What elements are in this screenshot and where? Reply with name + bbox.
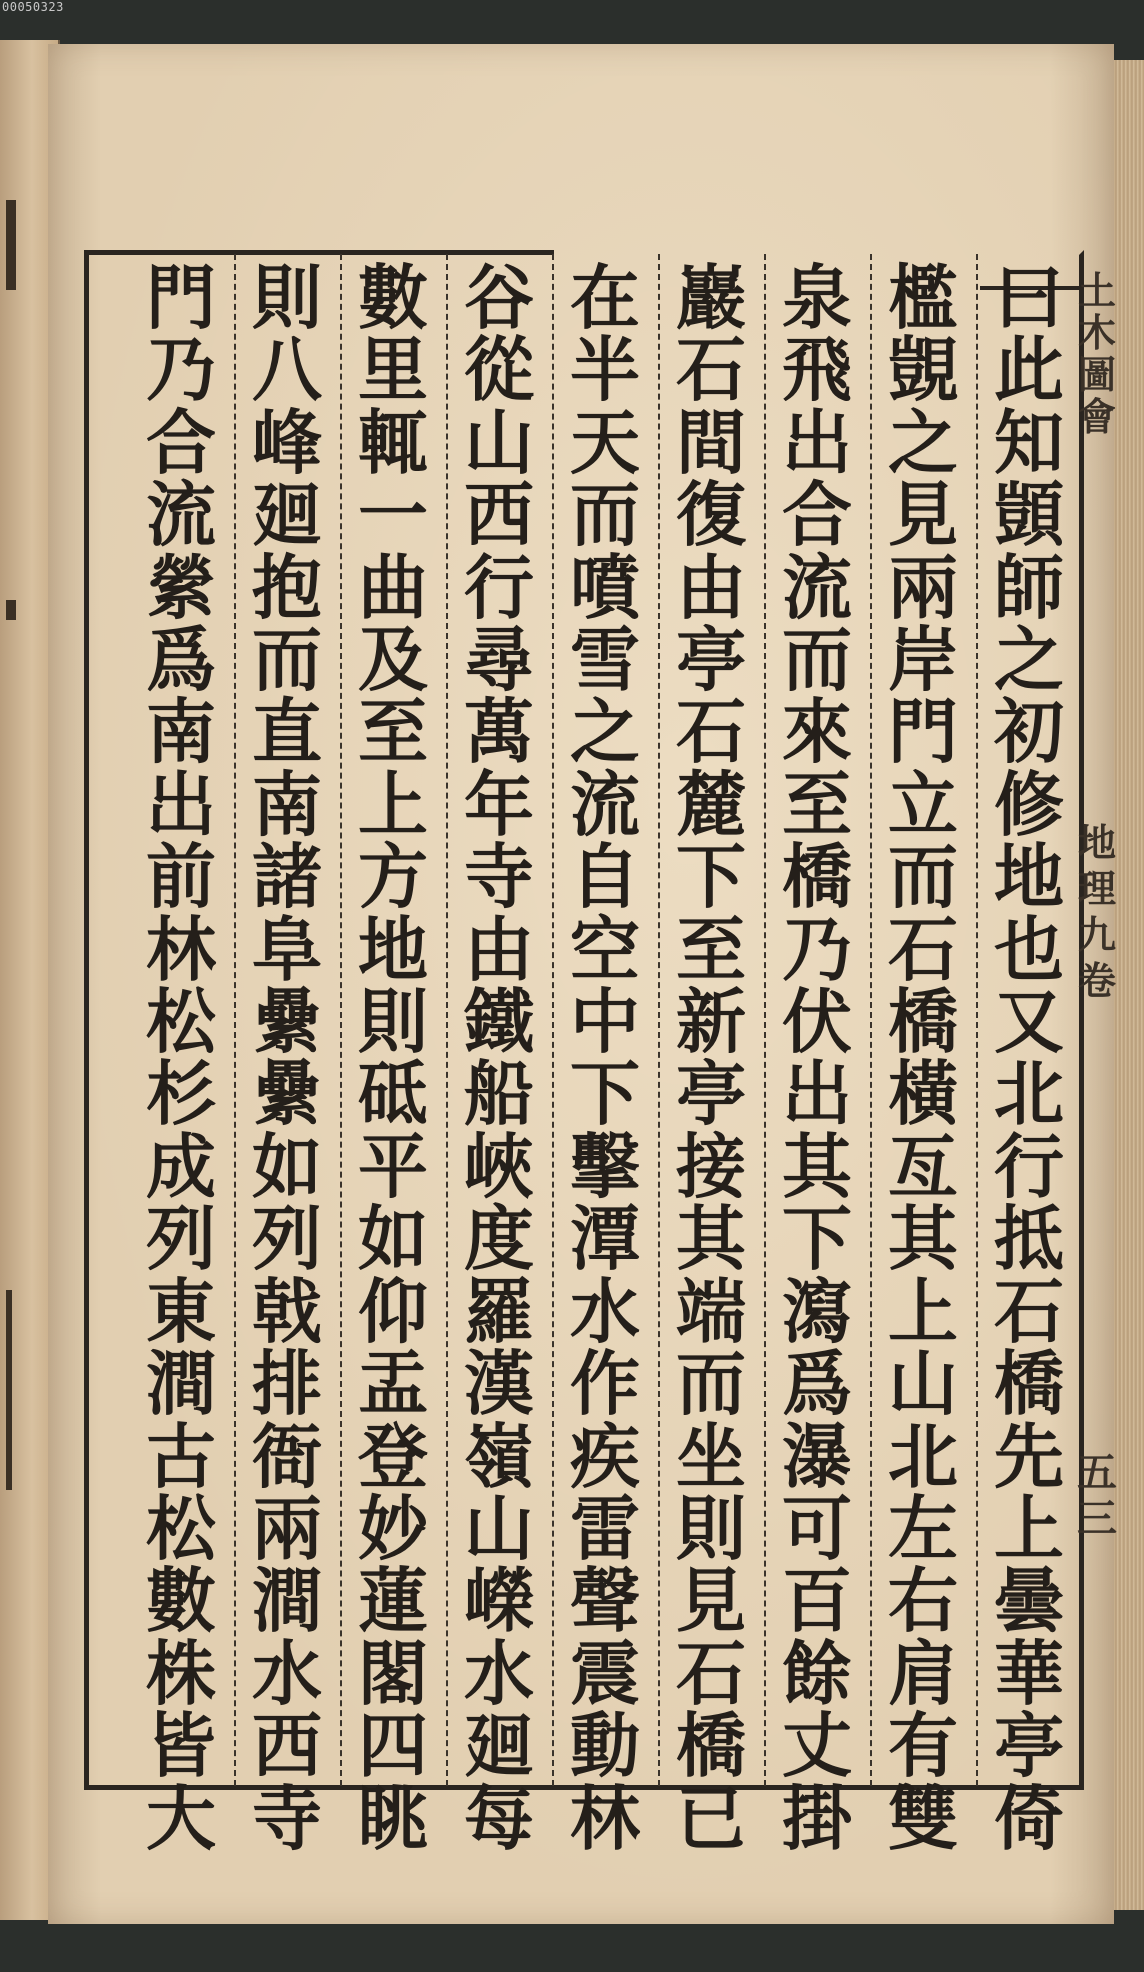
column-divider [552, 254, 554, 1786]
text-column: 谷 從 山 西 行 尋 萬 年 寺 由 鐵 船 峽 度 羅 漢 嶺 山 嶸 水 廻 每 [464, 256, 534, 1860]
scan-id-label: 00050323 [2, 0, 64, 14]
column-divider [234, 254, 236, 1786]
column-divider [446, 254, 448, 1786]
text-frame-top [84, 250, 554, 255]
margin-page-number: 五 三 [1077, 1449, 1117, 1542]
text-column: 泉 飛 出 合 流 而 來 至 橋 乃 伏 出 其 下 瀉 爲 瀑 可 百 餘 丈 掛 [782, 256, 852, 1860]
text-column: 門 乃 合 流 縈 爲 南 出 前 林 松 杉 成 列 東 澗 古 松 數 株 皆 大 [146, 256, 216, 1860]
left-page-mark [6, 600, 16, 620]
left-page-mark [6, 1290, 12, 1490]
page-stack-edge [1114, 60, 1144, 1910]
text-column: 巖 石 間 復 由 亭 石 麓 下 至 新 亭 接 其 端 而 坐 則 見 石 橋 已 [676, 256, 746, 1860]
text-column: 數 里 輒 一 曲 及 至 上 方 地 則 砥 平 如 仰 盂 登 妙 蓮 閣 四 眺 [358, 256, 428, 1860]
column-divider [340, 254, 342, 1786]
column-divider [764, 254, 766, 1786]
left-page-mark [6, 200, 16, 290]
column-divider [976, 254, 978, 1786]
margin-section: 地 理 九 卷 [1078, 820, 1117, 1003]
text-column: 在 半 天 而 噴 雪 之 流 自 空 中 下 擊 潭 水 作 疾 雷 聲 震 動 林 [570, 256, 640, 1860]
text-column: 則 八 峰 廻 抱 而 直 南 諸 阜 纍 纍 如 列 戟 排 衙 兩 澗 水 西 寺 [252, 256, 322, 1860]
column-divider [658, 254, 660, 1786]
margin-title: 土 木 圖 會 [1078, 268, 1117, 439]
text-column: 曰 此 知 顗 師 之 初 修 地 也 又 北 行 抵 石 橋 先 上 曇 華 亭 倚 [994, 256, 1064, 1860]
column-divider [870, 254, 872, 1786]
text-column: 檻 覬 之 見 兩 岸 門 立 而 石 橋 橫 亙 其 上 山 北 左 右 肩 有 雙 [888, 256, 958, 1860]
